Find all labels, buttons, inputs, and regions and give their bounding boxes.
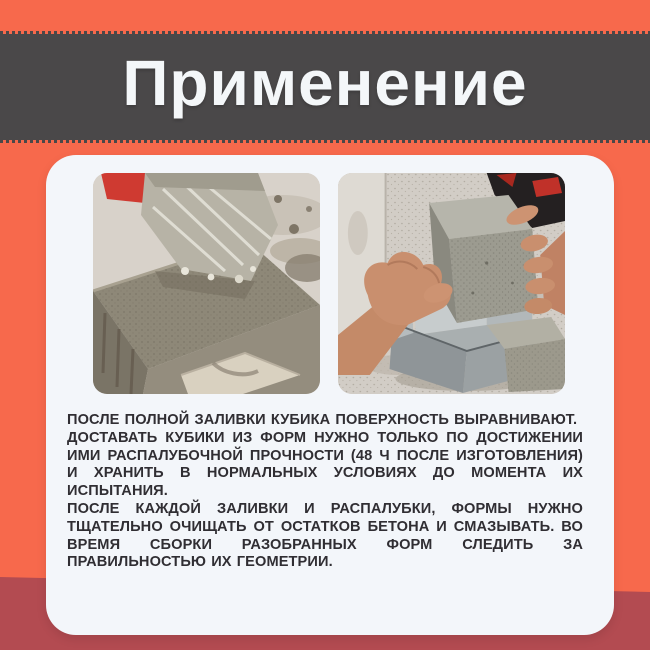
concrete-leveling-photo [93, 173, 320, 394]
title-band [0, 34, 650, 140]
paragraph-demolding: ДОСТАВАТЬ КУБИКИ ИЗ ФОРМ НУЖНО ТОЛЬКО ПО ДОСТИЖЕНИИ ИМИ РАСПАЛУБОЧНОЙ ПРОЧНОСТИ (48 Ч ПОСЛЕ ИЗГОТОВЛЕНИЯ) И ХРАНИТЬ В НОРМАЛЬНЫХ УСЛОВИЯХ ДО МОМЕНТА ИХ ИСПЫТАНИЯ. [67, 429, 583, 500]
content-card [46, 155, 614, 635]
paragraph-leveling: ПОСЛЕ ПОЛНОЙ ЗАЛИВКИ КУБИКА ПОВЕРХНОСТЬ ВЫРАВНИВАЮТ. [67, 412, 578, 428]
body-text [67, 412, 583, 572]
page-title: Применение [122, 47, 528, 119]
cube-demolding-photo [338, 173, 565, 394]
cube-demolding-illustration [338, 173, 565, 394]
paragraph-cleaning: ПОСЛЕ КАЖДОЙ ЗАЛИВКИ И РАСПАЛУБКИ, ФОРМЫ НУЖНО ТЩАТЕЛЬНО ОЧИЩАТЬ ОТ ОСТАТКОВ БЕТОНА И СМАЗЫВАТЬ. ВО ВРЕМЯ СБОРКИ РАЗОБРАННЫХ ФОРМ СЛЕДИТЬ ЗА ПРАВИЛЬНОСТЬЮ ИХ ГЕОМЕТРИИ. [67, 500, 583, 571]
concrete-leveling-illustration [93, 173, 320, 394]
photo-row [93, 173, 565, 394]
